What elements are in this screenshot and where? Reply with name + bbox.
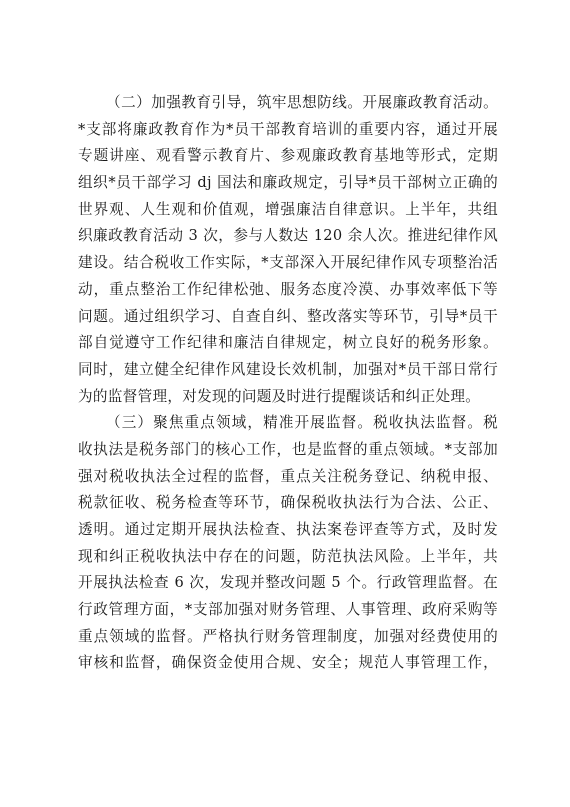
text-line: 审核和监督，确保资金使用合规、安全；规范人事管理工作， <box>78 654 498 672</box>
text-line: *支部将廉政教育作为*员干部教育培训的重要内容，通过开展 <box>78 120 498 138</box>
text-line: 动，重点整治工作纪律松弛、服务态度冷漠、办事效率低下等 <box>78 280 498 298</box>
text-line: 同时，建立健全纪律作风建设长效机制，加强对*员干部日常行 <box>78 360 498 378</box>
text-line: 织廉政教育活动 3 次，参与人数达 120 余人次。推进纪律作风 <box>78 227 498 245</box>
text-line: 重点领域的监督。严格执行财务管理制度，加强对经费使用的 <box>78 627 498 645</box>
text-line: 现和纠正税收执法中存在的问题，防范执法风险。上半年，共 <box>78 547 498 565</box>
document-body <box>78 90 498 677</box>
text-line: 行政管理方面，*支部加强对财务管理、人事管理、政府采购等 <box>78 601 498 619</box>
text-line: 建设。结合税收工作实际，*支部深入开展纪律作风专项整治活 <box>78 254 498 272</box>
text-line: 部自觉遵守工作纪律和廉洁自律规定，树立良好的税务形象。 <box>78 334 498 352</box>
text-line: 开展执法检查 6 次，发现并整改问题 5 个。行政管理监督。在 <box>78 574 498 592</box>
text-line: 世界观、人生观和价值观，增强廉洁自律意识。上半年，共组 <box>78 200 498 218</box>
text-line: 为的监督管理，对发现的问题及时进行提醒谈话和纠正处理。 <box>78 387 481 405</box>
text-line: 税款征收、税务检查等环节，确保税收执法行为合法、公正、 <box>78 494 498 512</box>
text-line: 收执法是税务部门的核心工作，也是监督的重点领域。*支部加 <box>78 440 498 458</box>
text-line: （三）聚焦重点领域，精准开展监督。税收执法监督。税 <box>106 414 498 432</box>
text-line: （二）加强教育引导，筑牢思想防线。开展廉政教育活动。 <box>106 94 498 111</box>
text-line: 强对税收执法全过程的监督，重点关注税务登记、纳税申报、 <box>78 467 498 485</box>
text-line: 问题。通过组织学习、自查自纠、整改落实等环节，引导*员干 <box>78 307 498 325</box>
text-line: 组织*员干部学习 dj 国法和廉政规定，引导*员干部树立正确的 <box>78 174 498 192</box>
text-line: 透明。通过定期开展执法检查、执法案卷评查等方式，及时发 <box>78 521 498 538</box>
text-line: 专题讲座、观看警示教育片、参观廉政教育基地等形式，定期 <box>78 147 498 165</box>
